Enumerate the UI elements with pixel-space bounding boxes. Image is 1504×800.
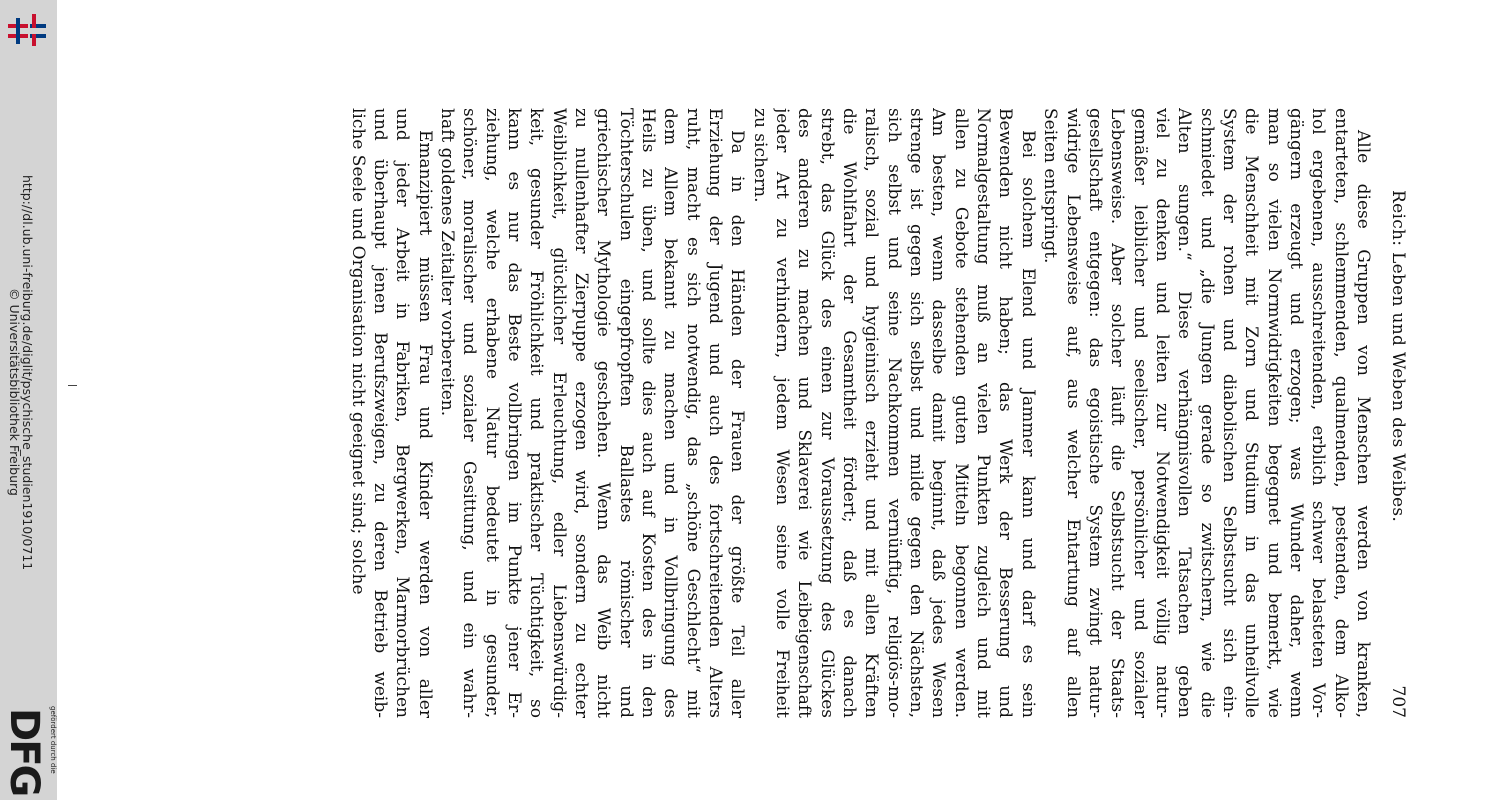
- text-line: ziehung, welche erhabene Natur bedeutet in gesunder,: [481, 108, 502, 718]
- text-line: die Wohlfahrt der Gesamtheit fördert; daß es danach: [839, 108, 860, 718]
- text-line: Töchterschulen eingepfropften Ballastes römischer und: [615, 108, 636, 718]
- text-line: hol ergebenen, ausschreitenden, erblich schwer belasteten Vor-: [1308, 108, 1329, 718]
- text-line: Alle diese Gruppen von Menschen werden von kranken,: [1353, 130, 1373, 718]
- text-line: viel zu denken und leiten zur Notwendigkeit völlig natur-: [1151, 108, 1172, 718]
- running-header-title: Reich: Leben und Weben des Weibes.: [1388, 190, 1408, 523]
- text-line: Bei solchem Elend und Jammer kann und darf es sein: [1017, 130, 1038, 718]
- text-line: ralisch, sozial und hygieinisch erzieht und mit allen Kräften: [861, 108, 882, 718]
- text-line: Emanzipiert müssen Frau und Kinder werden von aller: [414, 130, 435, 718]
- scanned-page: [215, 108, 1410, 718]
- viewer-sidebar: [0, 0, 57, 800]
- running-header: [1386, 108, 1410, 718]
- dfg-logo: DFG: [1, 708, 47, 796]
- text-line: schöner, moralischer und sozialer Gesittung, und ein wahr-: [459, 108, 480, 718]
- text-line: zu sichern.: [749, 108, 770, 203]
- text-line: Normalgestaltung muß an vielen Punkten zugleich und mit: [973, 108, 994, 718]
- source-url-link[interactable]: http://dl.ub.uni-freiburg.de/diglit/psychische_studien1910/0711: [20, 175, 35, 571]
- page-number: 707: [1388, 685, 1408, 718]
- paragraph: [436, 108, 749, 718]
- text-line: Weiblichkeit, glücklicher Erleuchtung, edler Liebenswürdig-: [548, 108, 569, 718]
- dfg-caption: gefördert durch die: [49, 706, 57, 774]
- text-line: System der rohen und diabolischen Selbstsucht sich ein-: [1218, 108, 1239, 718]
- university-logo-icon: [6, 10, 48, 50]
- page-divider-marker: [68, 385, 77, 386]
- copyright-notice: © Universitätsbibliothek Freiburg: [7, 288, 22, 496]
- text-line: des anderen zu machen und Sklaverei wie Leibeigenschaft: [794, 108, 815, 718]
- text-line: man so vielen Normwidrigkeiten begegnet und bemerkt, wie: [1263, 108, 1284, 718]
- paragraph: [748, 108, 1038, 718]
- text-line: Heils zu üben, und sollte dies auch auf Kosten des in den: [638, 108, 658, 718]
- text-line: haft goldenes Zeitalter vorbereiten.: [436, 108, 457, 417]
- text-line: entarteten, schlemmenden, qualmenden, pestenden, dem Alko-: [1330, 108, 1351, 718]
- text-line: zu nullenhafter Zierpuppe erzogen wird, sondern zu echter: [570, 108, 591, 718]
- text-line: ruht, macht es sich notwendig, das „schöne Geschlecht“ mit: [682, 108, 703, 718]
- text-line: Bewenden nicht haben; das Werk der Besserung und: [995, 108, 1016, 718]
- text-line: Lebensweise. Aber solcher läuft die Selbstsucht der Staats-: [1107, 108, 1128, 718]
- text-line: keit, gesunder Fröhlichkeit und praktischer Tüchtigkeit, so: [526, 108, 547, 718]
- paragraph: [1039, 108, 1374, 718]
- text-line: kann es nur das Beste vollbringen im Punkte jener Er-: [503, 108, 524, 718]
- text-line: Da in den Händen der Frauen der größte Teil aller: [727, 130, 748, 718]
- paragraph: [346, 108, 435, 718]
- text-line: widrige Lebensweise auf, aus welcher Entartung auf allen: [1062, 108, 1083, 718]
- text-line: dem Allem bekannt zu machen und in Vollbringung des: [660, 108, 681, 718]
- text-line: strenge ist gegen sich selbst und milde gegen den Nächsten,: [906, 108, 927, 718]
- text-line: liche Seele und Organisation nicht geeignet sind; solche: [347, 108, 368, 595]
- text-line: Am besten, wenn dasselbe damit beginnt, daß jedes Wesen: [928, 108, 949, 718]
- text-line: gesellschaft entgegen: das egoistische System zwingt natur-: [1084, 108, 1105, 718]
- text-line: griechischer Mythologie geschehen. Wenn das Weib nicht: [593, 108, 614, 718]
- text-line: allen zu Gebote stehenden guten Mitteln begonnen werden.: [950, 108, 971, 718]
- text-line: gängern erzeugt und erzogen; was Wunder daher, wenn: [1285, 108, 1306, 718]
- text-line: schmiedet und „die Jungen gerade so zwitschern, wie die: [1196, 108, 1217, 718]
- text-line: Seiten entspringt.: [1040, 108, 1061, 264]
- text-line: die Menschheit mit Zorn und Studium in das unheilvolle: [1241, 108, 1262, 718]
- text-line: und jeder Arbeit in Fabriken, Bergwerken, Marmorbrüchen: [392, 108, 413, 718]
- text-line: jeder Art zu verhindern, jedem Wesen seine volle Freiheit: [772, 108, 793, 718]
- text-line: Alten sungen.“ Diese verhängnisvollen Tatsachen geben: [1174, 108, 1195, 718]
- text-line: sich selbst und seine Nachkommen vernünftig, religiös-mo-: [883, 108, 904, 718]
- text-line: Erziehung der Jugend und auch des fortschreitenden Alters: [705, 108, 726, 718]
- body-text: [346, 108, 1374, 718]
- text-line: gemäßer leiblicher und seelischer, persönlicher und sozialer: [1129, 108, 1150, 718]
- text-line: und überhaupt jenen Berufszweigen, zu deren Betrieb weib-: [369, 108, 390, 718]
- text-line: strebt, das Glück des einen zur Voraussetzung des Glückes: [816, 108, 837, 718]
